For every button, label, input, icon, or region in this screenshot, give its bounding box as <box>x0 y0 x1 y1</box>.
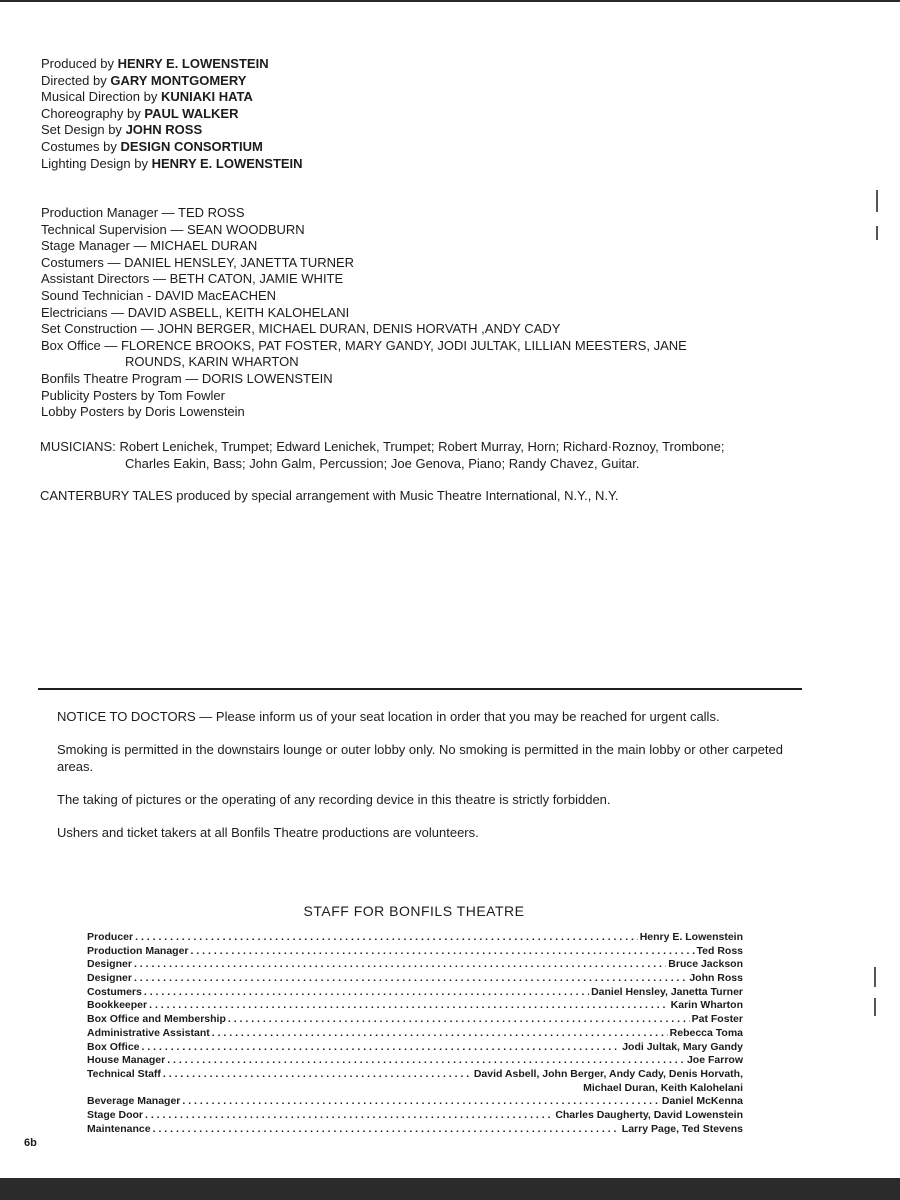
crew-line: Publicity Posters by Tom Fowler <box>41 387 225 403</box>
staff-row: Maintenance . . . Larry Page, Ted Stevens <box>87 1123 743 1137</box>
crew-line: Assistant Directors — BETH CATON, JAMIE WHITE <box>41 271 344 287</box>
dot-leader <box>212 1027 668 1039</box>
scan-mark <box>876 190 878 212</box>
staff-row: Administrative Assistant . . . Rebecca Toma <box>87 1027 743 1041</box>
notice-paragraph: The taking of pictures or the operating of any recording device in this theatre is strictly forbidden. <box>57 792 611 807</box>
dot-leader <box>167 1054 685 1066</box>
staff-row-continued: Michael Duran, Keith Kalohelani <box>583 1081 743 1094</box>
staff-row: Technical Staff . . . David Asbell, John Berger, Andy Cady, Denis Horvath, <box>87 1068 743 1082</box>
notice-paragraph: Smoking is permitted in the downstairs lounge or outer lobby only. No smoking is permitted in the main lobby or other carpeted areas. <box>57 742 783 774</box>
musicians-credit <box>40 438 860 472</box>
staff-row: Box Office . . . Jodi Jultak, Mary Gandy <box>87 1041 743 1055</box>
dot-leader <box>142 1041 621 1053</box>
scan-mark <box>874 967 876 987</box>
dot-leader <box>153 1123 620 1135</box>
production-credits <box>41 56 303 172</box>
crew-list <box>41 205 831 421</box>
crew-line: Technical Supervision — SEAN WOODBURN <box>41 221 305 237</box>
scan-mark <box>874 998 876 1016</box>
staff-row: Box Office and Membership . . . Pat Foster <box>87 1013 743 1027</box>
dot-leader <box>191 945 695 957</box>
musicians-line: MUSICIANS: Robert Lenichek, Trumpet; Edward Lenichek, Trumpet; Robert Murray, Horn; Richard·Roznoy, Trombone; <box>40 439 725 454</box>
staff-row: Costumers . . . Daniel Hensley, Janetta Turner <box>87 986 743 1000</box>
bottom-edge-band <box>0 1178 900 1200</box>
crew-line: Set Construction — JOHN BERGER, MICHAEL DURAN, DENIS HORVATH ,ANDY CADY <box>41 321 561 337</box>
credit-line: Costumes by DESIGN CONSORTIUM <box>41 138 263 154</box>
top-rule <box>0 0 900 2</box>
dot-leader <box>228 1013 690 1025</box>
staff-title: STAFF FOR BONFILS THEATRE <box>303 903 525 919</box>
crew-line: Production Manager — TED ROSS <box>41 205 245 220</box>
notice-paragraph: Ushers and ticket takers at all Bonfils Theatre productions are volunteers. <box>57 825 479 840</box>
dot-leader <box>149 999 669 1011</box>
page-number: 6b <box>24 1137 37 1149</box>
staff-list <box>87 931 743 1136</box>
staff-row: Designer . . . Bruce Jackson <box>87 958 743 972</box>
staff-row: Producer . . . Henry E. Lowenstein <box>87 931 743 945</box>
staff-row: Bookkeeper . . . Karin Wharton <box>87 999 743 1013</box>
staff-row: House Manager . . . Joe Farrow <box>87 1054 743 1068</box>
crew-line: Electricians — DAVID ASBELL, KEITH KALOHELANI <box>41 304 350 320</box>
dot-leader <box>163 1068 472 1080</box>
crew-line: Lobby Posters by Doris Lowenstein <box>41 404 245 420</box>
crew-line: Sound Technician - DAVID MacEACHEN <box>41 287 277 303</box>
crew-line-continued: ROUNDS, KARIN WHARTON <box>125 354 299 370</box>
dot-leader <box>134 958 666 970</box>
dot-leader <box>135 931 638 943</box>
crew-line: Box Office — FLORENCE BROOKS, PAT FOSTER, MARY GANDY, JODI JULTAK, LILLIAN MEESTERS, JANE <box>41 337 687 353</box>
credit-line: Lighting Design by HENRY E. LOWENSTEIN <box>41 155 303 171</box>
crew-line: Stage Manager — MICHAEL DURAN <box>41 238 258 254</box>
credit-line: Produced by HENRY E. LOWENSTEIN <box>41 56 269 71</box>
theatre-notices <box>57 708 802 857</box>
musicians-line-continued: Charles Eakin, Bass; John Galm, Percussion; Joe Genova, Piano; Randy Chavez, Guitar. <box>125 456 640 471</box>
arrangement-note: CANTERBURY TALES produced by special arrangement with Music Theatre International, N.Y., N.Y. <box>40 488 619 503</box>
crew-line: Bonfils Theatre Program — DORIS LOWENSTEIN <box>41 370 333 386</box>
staff-row: Production Manager . . . Ted Ross <box>87 945 743 959</box>
credit-line: Musical Direction by KUNIAKI HATA <box>41 89 253 105</box>
credit-line: Choreography by PAUL WALKER <box>41 105 239 121</box>
staff-row: Stage Door . . . Charles Daugherty, David Lowenstein <box>87 1109 743 1123</box>
staff-row: Beverage Manager . . . Daniel McKenna <box>87 1095 743 1109</box>
scan-mark <box>876 226 878 240</box>
dot-leader <box>144 986 589 998</box>
credit-line: Directed by GARY MONTGOMERY <box>41 72 247 88</box>
notice-paragraph: NOTICE TO DOCTORS — Please inform us of your seat location in order that you may be reached for urgent calls. <box>57 709 720 724</box>
dot-leader <box>134 972 687 984</box>
dot-leader <box>145 1109 553 1121</box>
dot-leader <box>182 1095 660 1107</box>
section-divider <box>38 688 802 690</box>
staff-row: Designer . . . John Ross <box>87 972 743 986</box>
crew-line: Costumers — DANIEL HENSLEY, JANETTA TURNER <box>41 254 355 270</box>
credit-line: Set Design by JOHN ROSS <box>41 122 203 138</box>
